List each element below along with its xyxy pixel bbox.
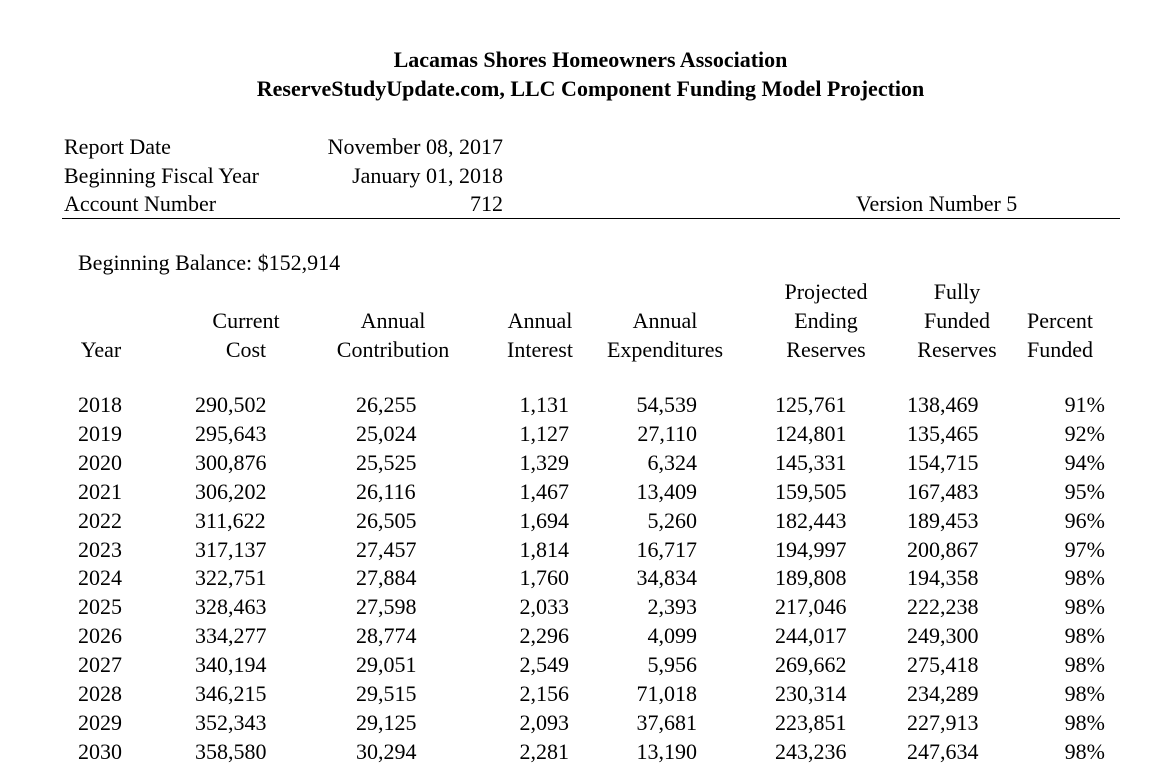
cell-annual-contribution: 27,884	[356, 565, 417, 591]
cell-annual-contribution: 26,505	[356, 507, 417, 533]
cell-annual-interest: 1,760	[519, 565, 569, 591]
cell-year: 2027	[78, 652, 122, 678]
cell-fully-funded-reserves: 200,867	[907, 536, 979, 562]
col-header-annual-expenditures-line-1: Annual	[632, 308, 698, 333]
col-header-fully-funded-reserves-line-3: Reserves	[917, 337, 997, 362]
col-header-annual-interest-line-1: Annual	[507, 308, 573, 333]
cell-projected-ending-reserves: 194,997	[775, 536, 847, 562]
cell-projected-ending-reserves: 244,017	[775, 623, 847, 649]
cell-percent-funded: 98%	[1064, 623, 1105, 649]
cell-current-cost: 290,502	[195, 392, 267, 417]
cell-fully-funded-reserves: 138,469	[907, 392, 979, 417]
cell-annual-expenditures: 2,393	[647, 594, 697, 620]
col-header-projected-ending-reserves-line-1: Projected	[784, 279, 868, 304]
cell-annual-expenditures: 6,324	[647, 449, 697, 475]
cell-current-cost: 317,137	[195, 536, 267, 562]
cell-fully-funded-reserves: 275,418	[907, 652, 979, 678]
cell-projected-ending-reserves: 189,808	[775, 565, 847, 591]
cell-percent-funded: 94%	[1064, 449, 1105, 475]
account-number-label: Account Number	[64, 191, 217, 216]
cell-annual-expenditures: 5,260	[647, 507, 697, 533]
cell-percent-funded: 97%	[1064, 536, 1105, 562]
cell-fully-funded-reserves: 222,238	[907, 594, 979, 620]
cell-fully-funded-reserves: 154,715	[907, 449, 979, 475]
cell-annual-interest: 1,131	[519, 392, 569, 417]
col-header-annual-interest-line-2: Interest	[507, 337, 573, 362]
cell-fully-funded-reserves: 249,300	[907, 623, 979, 649]
cell-projected-ending-reserves: 182,443	[775, 507, 847, 533]
col-header-annual-expenditures-line-2: Expenditures	[606, 337, 724, 362]
cell-fully-funded-reserves: 189,453	[907, 507, 979, 533]
cell-annual-contribution: 26,255	[356, 392, 417, 417]
cell-percent-funded: 95%	[1064, 478, 1105, 504]
cell-year: 2020	[78, 449, 122, 475]
cell-fully-funded-reserves: 227,913	[907, 709, 979, 735]
cell-annual-contribution: 25,024	[356, 420, 417, 446]
report-date-value: November 08, 2017	[327, 134, 503, 159]
cell-annual-contribution: 27,457	[356, 536, 417, 562]
cell-annual-interest: 1,814	[519, 536, 569, 562]
cell-annual-contribution: 29,125	[356, 709, 417, 735]
report-subtitle: ReserveStudyUpdate.com, LLC Component Funding Model Projection	[256, 76, 925, 101]
cell-year: 2024	[78, 565, 122, 591]
cell-annual-expenditures: 27,110	[637, 420, 697, 446]
cell-annual-expenditures: 34,834	[636, 565, 697, 591]
cell-annual-contribution: 26,116	[356, 478, 416, 504]
cell-current-cost: 346,215	[195, 681, 267, 706]
cell-annual-interest: 2,281	[519, 738, 569, 764]
col-header-fully-funded-reserves-line-1: Fully	[933, 279, 981, 304]
cell-annual-interest: 2,093	[519, 709, 569, 735]
cell-current-cost: 328,463	[195, 594, 267, 620]
cell-current-cost: 334,277	[195, 623, 267, 649]
cell-year: 2021	[78, 478, 122, 504]
cell-current-cost: 300,876	[195, 449, 267, 475]
col-header-percent-funded-line-1: Percent	[1027, 308, 1093, 333]
cell-current-cost: 295,643	[195, 420, 267, 446]
cell-annual-interest: 1,467	[519, 478, 569, 504]
cell-annual-expenditures: 54,539	[636, 392, 697, 417]
cell-annual-contribution: 29,051	[356, 652, 417, 678]
cell-annual-interest: 2,549	[519, 652, 569, 678]
cell-annual-interest: 2,296	[519, 623, 569, 649]
cell-annual-contribution: 29,515	[356, 681, 417, 706]
cell-annual-expenditures: 16,717	[636, 536, 697, 562]
cell-percent-funded: 91%	[1064, 392, 1105, 417]
cell-fully-funded-reserves: 247,634	[907, 738, 979, 764]
cell-percent-funded: 92%	[1064, 420, 1105, 446]
col-header-projected-ending-reserves-line-3: Reserves	[786, 337, 866, 362]
cell-year: 2029	[78, 709, 122, 735]
cell-percent-funded: 98%	[1064, 594, 1105, 620]
cell-annual-interest: 1,694	[519, 507, 569, 533]
cell-annual-interest: 2,156	[519, 681, 569, 706]
col-header-year-line-1: Year	[80, 337, 122, 362]
cell-annual-interest: 2,033	[519, 594, 569, 620]
cell-projected-ending-reserves: 223,851	[775, 709, 847, 735]
account-number-value: 712	[470, 191, 503, 216]
cell-projected-ending-reserves: 124,801	[775, 420, 847, 446]
cell-percent-funded: 98%	[1064, 565, 1105, 591]
cell-annual-expenditures: 4,099	[647, 623, 697, 649]
cell-annual-contribution: 30,294	[356, 738, 417, 764]
cell-year: 2028	[78, 681, 122, 706]
col-header-current-cost-line-2: Cost	[225, 337, 267, 362]
cell-annual-expenditures: 13,190	[636, 738, 697, 764]
cell-fully-funded-reserves: 167,483	[907, 478, 979, 504]
cell-annual-contribution: 27,598	[356, 594, 417, 620]
cell-fully-funded-reserves: 135,465	[907, 420, 979, 446]
cell-annual-expenditures: 13,409	[636, 478, 697, 504]
col-header-current-cost-line-1: Current	[212, 308, 280, 333]
cell-projected-ending-reserves: 230,314	[775, 681, 847, 706]
cell-year: 2025	[78, 594, 122, 620]
cell-projected-ending-reserves: 159,505	[775, 478, 847, 504]
cell-projected-ending-reserves: 243,236	[775, 738, 847, 764]
version-number: Version Number 5	[856, 191, 1018, 216]
cell-current-cost: 352,343	[195, 709, 267, 735]
cell-fully-funded-reserves: 194,358	[907, 565, 979, 591]
cell-current-cost: 322,751	[195, 565, 267, 591]
col-header-projected-ending-reserves-line-2: Ending	[794, 308, 858, 333]
col-header-percent-funded-line-2: Funded	[1027, 337, 1093, 362]
cell-annual-expenditures: 37,681	[636, 709, 697, 735]
fiscal-year-value: January 01, 2018	[352, 163, 503, 188]
cell-projected-ending-reserves: 125,761	[775, 392, 847, 417]
cell-year: 2023	[78, 536, 122, 562]
cell-current-cost: 340,194	[195, 652, 267, 678]
cell-percent-funded: 98%	[1064, 652, 1105, 678]
cell-year: 2022	[78, 507, 122, 533]
cell-annual-contribution: 28,774	[356, 623, 417, 649]
cell-annual-expenditures: 5,956	[647, 652, 697, 678]
cell-percent-funded: 96%	[1064, 507, 1105, 533]
cell-fully-funded-reserves: 234,289	[907, 681, 979, 706]
cell-percent-funded: 98%	[1064, 709, 1105, 735]
fiscal-year-label: Beginning Fiscal Year	[64, 163, 259, 188]
cell-percent-funded: 98%	[1064, 738, 1105, 764]
cell-projected-ending-reserves: 217,046	[775, 594, 847, 620]
beginning-balance: Beginning Balance: $152,914	[78, 250, 341, 275]
col-header-fully-funded-reserves-line-2: Funded	[924, 308, 990, 333]
cell-year: 2026	[78, 623, 122, 649]
cell-year: 2030	[78, 738, 122, 764]
cell-annual-interest: 1,329	[519, 449, 569, 475]
cell-annual-interest: 1,127	[519, 420, 569, 446]
cell-year: 2019	[78, 420, 122, 446]
cell-current-cost: 311,622	[195, 507, 266, 533]
cell-annual-contribution: 25,525	[356, 449, 417, 475]
col-header-annual-contribution-line-1: Annual	[360, 308, 426, 333]
cell-current-cost: 306,202	[195, 478, 267, 504]
cell-annual-expenditures: 71,018	[636, 681, 697, 706]
cell-current-cost: 358,580	[195, 738, 267, 764]
cell-projected-ending-reserves: 269,662	[775, 652, 847, 678]
cell-percent-funded: 98%	[1064, 681, 1105, 706]
col-header-annual-contribution-line-2: Contribution	[336, 337, 450, 362]
header-divider	[62, 218, 1120, 219]
cell-year: 2018	[78, 392, 122, 417]
cell-projected-ending-reserves: 145,331	[775, 449, 847, 475]
report-title: Lacamas Shores Homeowners Association	[393, 47, 788, 72]
report-date-label: Report Date	[64, 134, 171, 159]
